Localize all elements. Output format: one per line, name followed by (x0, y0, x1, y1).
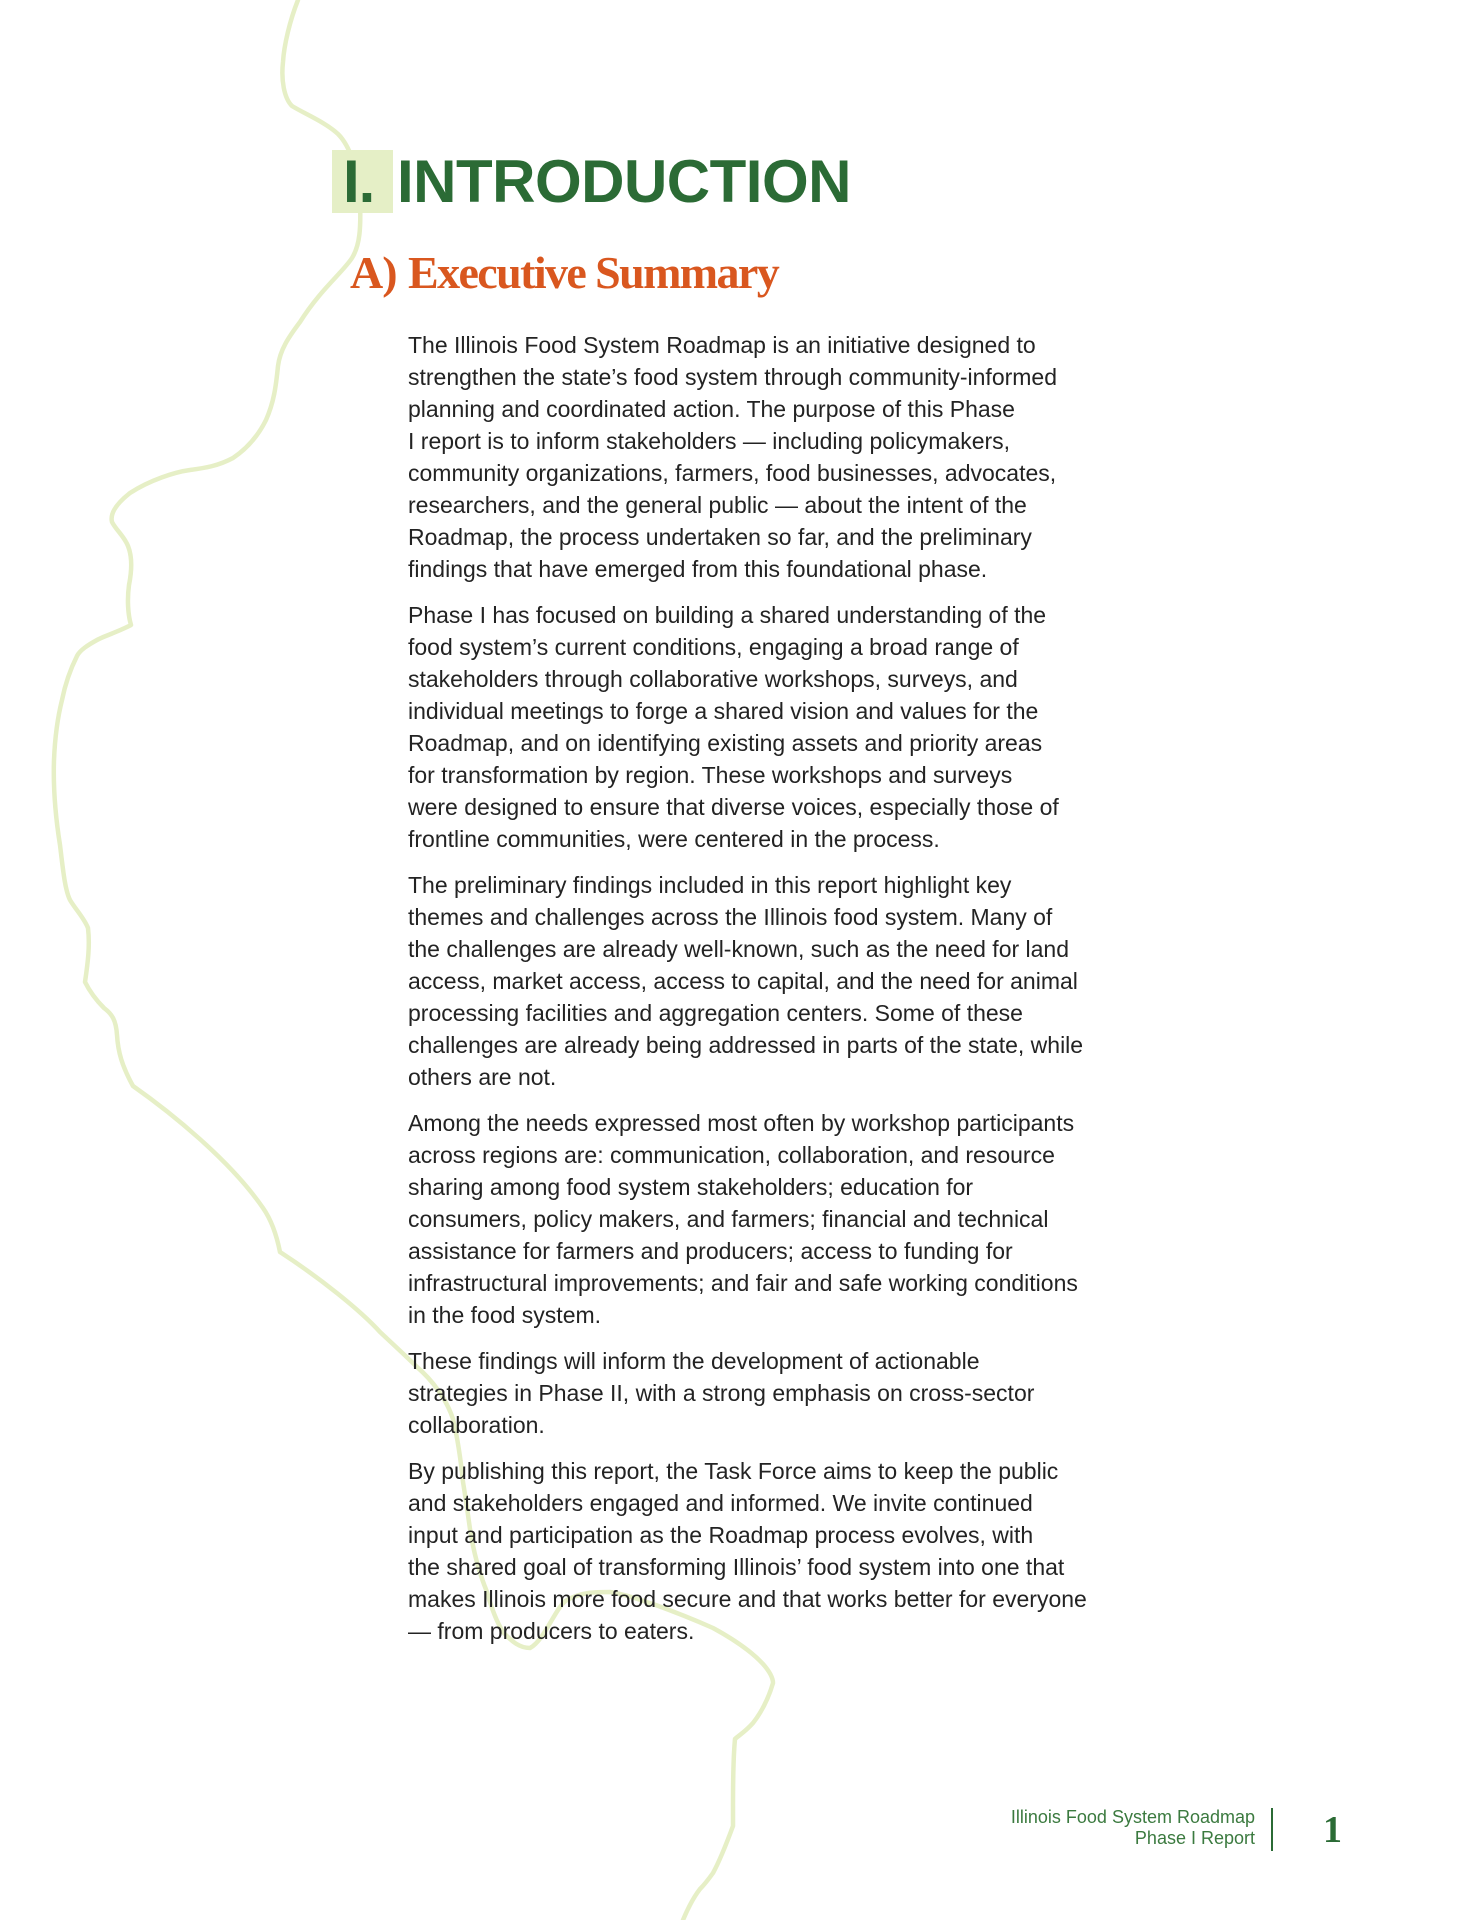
paragraph-closing (408, 1455, 1248, 1647)
text-line: community organizations, farmers, food businesses, advocates, (408, 460, 1057, 486)
executive-summary-body (408, 329, 1248, 1661)
text-line: strengthen the state’s food system through community-informed (408, 364, 1058, 390)
text-line: processing facilities and aggregation centers. Some of these (408, 1000, 1023, 1026)
paragraph-preliminary-findings (408, 869, 1248, 1093)
text-line: individual meetings to forge a shared vision and values for the (408, 698, 1039, 724)
text-line: sharing among food system stakeholders; education for (408, 1174, 974, 1200)
text-line: Roadmap, the process undertaken so far, and the preliminary (408, 524, 1032, 550)
footer-report-title (1011, 1807, 1255, 1849)
text-line: challenges are already being addressed in parts of the state, while (408, 1032, 1084, 1058)
text-line: across regions are: communication, collaboration, and resource (408, 1142, 1055, 1168)
text-line: collaboration. (408, 1412, 545, 1438)
text-line: These findings will inform the development of actionable (408, 1348, 980, 1374)
footer-divider (1271, 1808, 1273, 1851)
text-line: findings that have emerged from this foundational phase. (408, 556, 988, 582)
paragraph-intent (408, 329, 1248, 585)
chapter-number: I. (343, 147, 375, 215)
text-line: others are not. (408, 1064, 557, 1090)
text-line: I report is to inform stakeholders — including policymakers, (408, 428, 1011, 454)
text-line: the shared goal of transforming Illinois’ food system into one that (408, 1554, 1065, 1580)
text-line: The Illinois Food System Roadmap is an initiative designed to (408, 332, 1036, 358)
chapter-title: INTRODUCTION (397, 147, 851, 215)
text-line: consumers, policy makers, and farmers; financial and technical (408, 1206, 1049, 1232)
text-line: access, market access, access to capital, and the need for animal (408, 968, 1078, 994)
section-heading (350, 246, 778, 299)
text-line: Among the needs expressed most often by workshop participants (408, 1110, 1075, 1136)
text-line: for transformation by region. These workshops and surveys (408, 762, 1013, 788)
footer-line-2: Phase I Report (1134, 1828, 1255, 1848)
text-line: food system’s current conditions, engaging a broad range of (408, 634, 1019, 660)
chapter-heading (332, 147, 851, 215)
text-line: Roadmap, and on identifying existing assets and priority areas (408, 730, 1043, 756)
text-line: input and participation as the Roadmap process evolves, with (408, 1522, 1034, 1548)
text-line: were designed to ensure that diverse voices, especially those of (408, 794, 1059, 820)
section-letter: A) (350, 247, 397, 298)
text-line: the challenges are already well-known, such as the need for land (408, 936, 1070, 962)
text-line: planning and coordinated action. The purpose of this Phase (408, 396, 1015, 422)
text-line: Phase I has focused on building a shared understanding of the (408, 602, 1047, 628)
footer-line-1: Illinois Food System Roadmap (1010, 1807, 1255, 1827)
text-line: infrastructural improvements; and fair and safe working conditions (408, 1270, 1078, 1296)
text-line: The preliminary findings included in this report highlight key (408, 872, 1012, 898)
text-line: researchers, and the general public — about the intent of the (408, 492, 1027, 518)
page-footer (960, 1806, 1380, 1856)
paragraph-phase-one-focus (408, 599, 1248, 855)
chapter-number-highlight (332, 147, 393, 215)
text-line: makes Illinois more food secure and that works better for everyone (408, 1586, 1087, 1612)
paragraph-phase-two (408, 1345, 1248, 1441)
paragraph-needs-expressed (408, 1107, 1248, 1331)
section-title: Executive Summary (408, 247, 779, 298)
text-line: stakeholders through collaborative workshops, surveys, and (408, 666, 1018, 692)
text-line: — from producers to eaters. (408, 1618, 695, 1644)
text-line: assistance for farmers and producers; access to funding for (408, 1238, 1013, 1264)
text-line: themes and challenges across the Illinois food system. Many of (408, 904, 1053, 930)
page-number: 1 (1323, 1809, 1342, 1851)
text-line: strategies in Phase II, with a strong emphasis on cross-sector (408, 1380, 1035, 1406)
text-line: and stakeholders engaged and informed. We invite continued (408, 1490, 1033, 1516)
text-line: frontline communities, were centered in the process. (408, 826, 940, 852)
text-line: in the food system. (408, 1302, 602, 1328)
text-line: By publishing this report, the Task Force aims to keep the public (408, 1458, 1059, 1484)
